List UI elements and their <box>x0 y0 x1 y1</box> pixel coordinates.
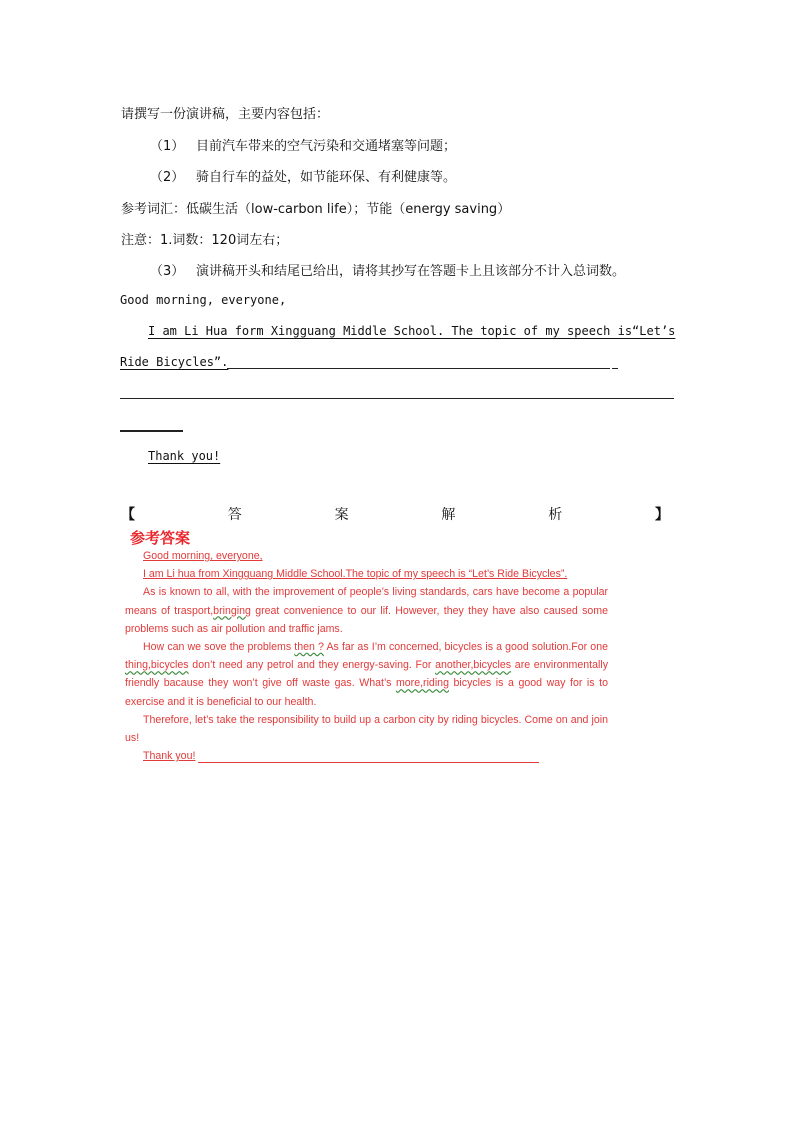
answer-body <box>125 547 608 765</box>
answer-closing: Thank you! <box>143 750 196 763</box>
heading-char-1: 答 <box>227 507 242 523</box>
item1-text: 目前汽车带来的空气污染和交通堵塞等问题； <box>196 139 457 154</box>
answer-title: 参考答案 <box>130 529 191 547</box>
answer-text-marked: another,bicycles <box>435 659 512 672</box>
bracket-left: 【 <box>121 507 135 523</box>
heading-char-2: 案 <box>334 507 349 523</box>
answer-text-marked: thing,bicycles <box>125 659 189 672</box>
template-line-2: Ride Bicycles”. <box>120 355 229 369</box>
item3-number: （3） <box>150 264 185 279</box>
item3-text: 演讲稿开头和结尾已给出，请将其抄写在答题卡上且该部分不计入总词数。 <box>196 264 626 279</box>
item1-number: （1） <box>150 139 185 154</box>
answer-intro: I am Li hua from Xingguang Middle School.The topic of my speech is “Let’s Ride Bicycles”. <box>143 568 568 581</box>
template-line-1: I am Li Hua form Xingguang Middle School. The topic of my speech is“Let’s <box>148 324 676 338</box>
answer-text: great convenience to our lif. However, they they have also caused some problems such as air pollution and traffic jams. <box>125 604 608 635</box>
answer-blank-line-short <box>120 430 183 432</box>
section-heading <box>121 504 669 524</box>
note-line: 注意：1.词数：120词左右； <box>121 233 289 248</box>
bracket-right: 】 <box>654 507 669 523</box>
answer-paragraph-2 <box>125 638 608 711</box>
answer-blank-line <box>120 398 674 399</box>
vocab-line: 参考词汇：低碳生活（low-carbon life）；节能（energy saving） <box>121 202 511 217</box>
answer-closing-line <box>198 762 539 763</box>
answer-text: bicycles is a good way for is to exercise and it is beneficial to our health. <box>125 677 608 708</box>
template-closing: Thank you! <box>148 449 221 463</box>
answer-paragraph-3: Therefore, let’s take the responsibility to build up a carbon city by riding bicycles. Come on and join us! <box>125 713 608 745</box>
answer-greeting: Good morning, everyone, <box>143 550 263 562</box>
answer-text: How can we sove the problems <box>143 641 295 654</box>
heading-char-4: 析 <box>548 507 563 523</box>
answer-text: are environmentally friendly bacause they won’t give off waste gas. What’s <box>125 659 609 690</box>
item2-number: （2） <box>150 170 185 185</box>
template-greeting: Good morning, everyone, <box>120 293 287 307</box>
answer-text-marked: more,riding <box>395 677 449 690</box>
instructions-intro: 请撰写一份演讲稿，主要内容包括： <box>121 107 330 122</box>
answer-blank-line-end <box>612 368 618 369</box>
heading-char-3: 解 <box>441 507 456 523</box>
answer-text-marked: bringing <box>213 604 251 617</box>
answer-text: don’t need any petrol and they energy-saving. For <box>188 659 436 672</box>
item2-text: 骑自行车的益处，如节能环保、有利健康等。 <box>196 170 457 185</box>
answer-text: As is known to all, with the improvement of people’s living standards, cars have become a popular means of trasport, <box>125 586 608 617</box>
answer-paragraph-1 <box>125 583 608 638</box>
answer-text: As far as I’m concerned, bicycles is a good solution.For one <box>323 641 608 654</box>
answer-text-marked: then ? <box>294 641 324 654</box>
answer-blank-line <box>227 368 610 369</box>
